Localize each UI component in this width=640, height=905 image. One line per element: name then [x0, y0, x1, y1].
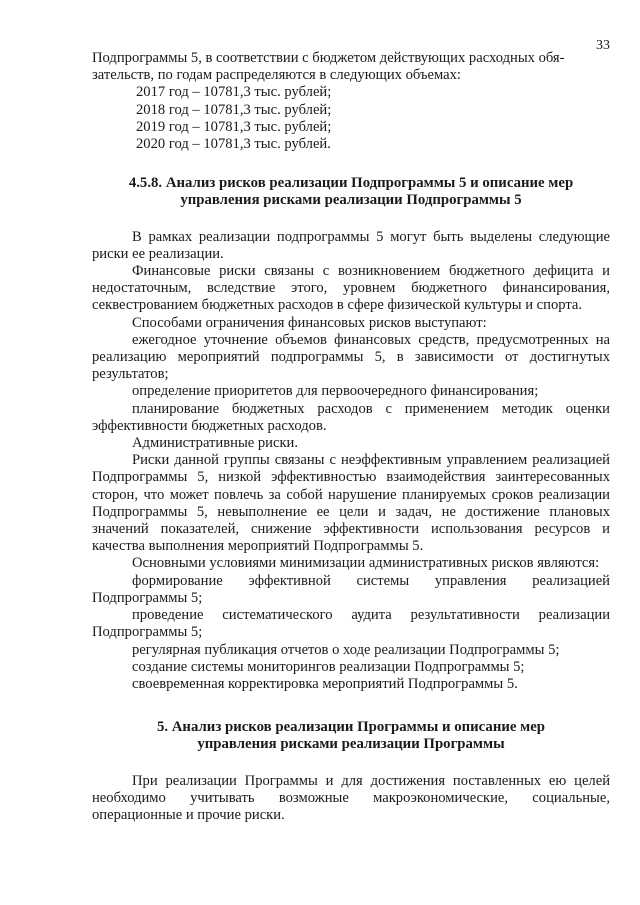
- section-5-heading-line-2: управления рисками реализации Программы: [197, 736, 505, 753]
- paragraph-administrative-risks: Административные риски.: [132, 435, 299, 452]
- page-number: 33: [596, 38, 610, 53]
- paragraph-limitation-methods: Способами ограничения финансовых рисков выступают:: [132, 314, 487, 331]
- paragraph-systematic-audit: проведение систематического аудита результативности реализации Подпрограммы 5;: [92, 607, 610, 641]
- document-body: [92, 50, 610, 824]
- paragraph-risk-group-description: Риски данной группы связаны с неэффективным управлением реализацией Подпрограммы 5, низкой эффективностью взаимодействия заинтересованных сторон, что может повлечь за собой нарушение планируемых сроков реализации Подпрограммы 5, невыполнение ее цели и задач, не достижение плановых значений показателей, снижение эффективности использования ресурсов и качества выполнения мероприятий Подпрограммы 5.: [92, 452, 610, 555]
- paragraph-risks-intro: В рамках реализации подпрограммы 5 могут быть выделены следующие риски ее реализации.: [92, 228, 610, 262]
- paragraph-financial-risks: Финансовые риски связаны с возникновением бюджетного дефицита и недостаточным, вследствие этого, уровнем бюджетного финансирования, секвестрованием бюджетных расходов в сфере физической культуры и спорта.: [92, 263, 610, 314]
- intro-line-1: Подпрограммы 5, в соответствии с бюджетом действующих расходных обя-: [92, 50, 565, 66]
- paragraph-regular-reports: регулярная публикация отчетов о ходе реализации Подпрограммы 5;: [132, 641, 560, 658]
- budget-year-2019: 2019 год – 10781,3 тыс. рублей;: [136, 118, 332, 135]
- paragraph-management-system: формирование эффективной системы управления реализацией Подпрограммы 5;: [92, 572, 610, 606]
- budget-year-2017: 2017 год – 10781,3 тыс. рублей;: [136, 84, 332, 101]
- intro-line-2: зательств, по годам распределяются в следующих объемах:: [92, 67, 461, 84]
- section-458-heading-line-2: управления рисками реализации Подпрограммы 5: [180, 192, 522, 209]
- section-5-heading-line-1: 5. Анализ рисков реализации Программы и описание мер: [156, 719, 546, 736]
- budget-year-2018: 2018 год – 10781,3 тыс. рублей;: [136, 101, 332, 118]
- paragraph-program-risks: При реализации Программы и для достижения поставленных ею целей необходимо учитывать возможные макроэкономические, социальные, операционные и прочие риски.: [92, 772, 610, 823]
- section-458-heading-line-1: 4.5.8. Анализ рисков реализации Подпрограммы 5 и описание мер: [128, 175, 574, 192]
- paragraph-monitoring-system: создание системы мониторингов реализации Подпрограммы 5;: [132, 658, 525, 675]
- paragraph-timely-adjustment: своевременная корректировка мероприятий Подпрограммы 5.: [132, 675, 518, 692]
- paragraph-priorities: определение приоритетов для первоочередного финансирования;: [132, 383, 539, 400]
- paragraph-budget-planning: планирование бюджетных расходов с применением методик оценки эффективности бюджетных расходов.: [92, 400, 610, 434]
- paragraph-annual-refinement: ежегодное уточнение объемов финансовых средств, предусмотренных на реализацию мероприятий подпрограммы 5, в зависимости от достигнутых результатов;: [92, 331, 610, 383]
- paragraph-minimization-conditions: Основными условиями минимизации административных рисков являются:: [132, 555, 600, 572]
- budget-year-2020: 2020 год – 10781,3 тыс. рублей.: [136, 136, 331, 153]
